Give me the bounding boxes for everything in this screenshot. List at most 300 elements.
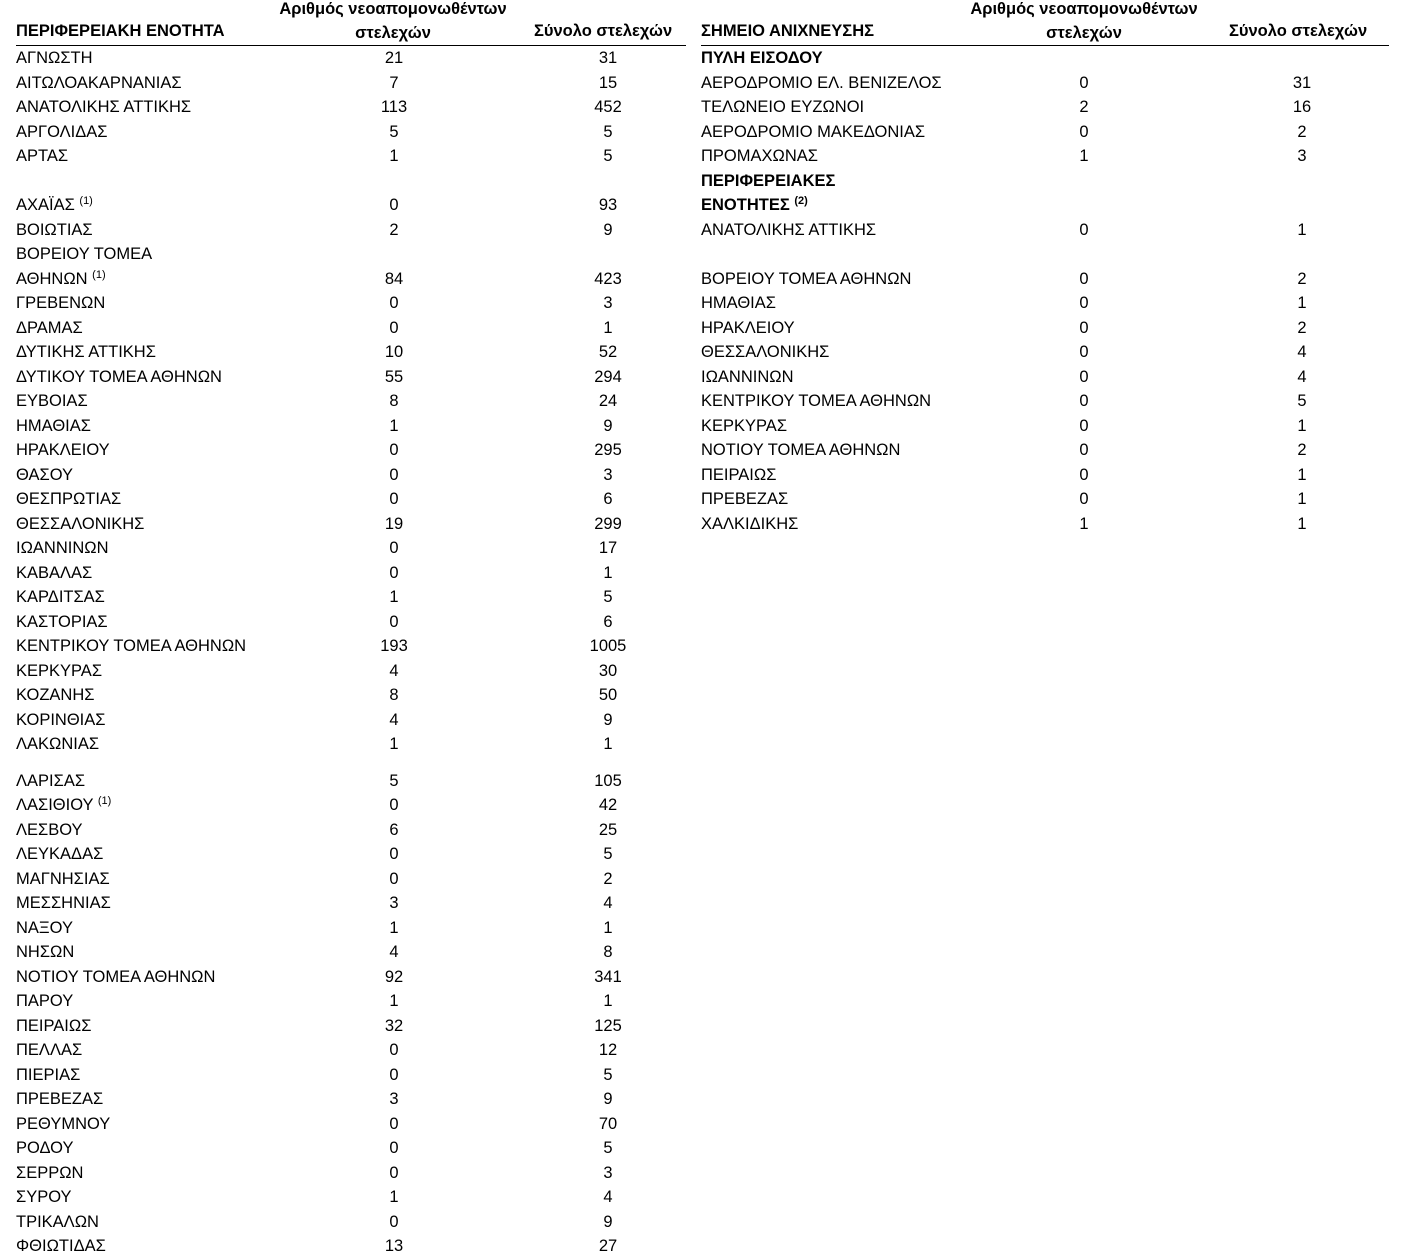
new-strains-cell: 21 [384,49,404,67]
table-row [16,732,686,757]
section-heading-row [701,193,1389,218]
total-strains-cell: 9 [603,1090,613,1108]
row-label-text: ΠΕΙΡΑΙΩΣ [16,1016,92,1035]
total-strains-cell: 1 [603,918,613,937]
row-label-text: ΒΟΙΩΤΙΑΣ [16,220,93,239]
row-label-text: ΕΝΟΤΗΤΕΣ [701,196,790,214]
total-strains-cell: 1 [603,563,613,582]
spacer-row [701,242,1389,267]
row-label [16,965,215,990]
row-label [16,769,85,794]
row-label [16,414,91,439]
total-strains-cell: 125 [594,1016,622,1035]
row-label [701,389,931,414]
row-label-text: ΑΕΡΟΔΡΟΜΙΟ ΕΛ. ΒΕΝΙΖΕΛΟΣ [701,73,942,92]
new-strains-cell: 0 [389,1212,399,1231]
new-strains-cell: 10 [384,343,404,361]
row-label-text: ΠΙΕΡΙΑΣ [16,1065,81,1084]
total-strains-cell: 93 [598,196,618,214]
row-label-text: ΓΡΕΒΕΝΩΝ [16,294,106,312]
table-row [16,561,686,586]
total-strains-cell: 24 [598,392,618,410]
table-row [16,818,686,843]
section-heading-row [701,46,1389,71]
total-strains-cell: 2 [603,869,613,888]
row-label [16,916,73,941]
row-label [701,512,798,537]
row-label-text: ΜΑΓΝΗΣΙΑΣ [16,869,110,888]
row-label [16,438,110,463]
table-row [16,683,686,708]
row-label [16,463,73,488]
row-label-text: ΝΟΤΙΟΥ ΤΟΜΕΑ ΑΘΗΝΩΝ [701,441,901,459]
table-row [16,340,686,365]
total-strains-cell: 3 [603,465,613,484]
table-row [16,1161,686,1186]
new-strains-cell: 0 [1079,392,1089,410]
row-label-text: ΗΡΑΚΛΕΙΟΥ [701,318,795,337]
row-label-text: ΠΡΟΜΑΧΩΝΑΣ [701,147,818,165]
total-strains-cell: 9 [603,710,613,729]
new-strains-cell: 55 [384,367,404,386]
footnote-marker: (1) [92,268,106,281]
new-strains-cell: 0 [1079,343,1089,361]
new-strains-cell: 0 [389,465,399,484]
table-row [16,842,686,867]
table-row [701,267,1389,292]
table-row [701,389,1389,414]
row-label [701,414,787,439]
row-label-text: ΔΡΑΜΑΣ [16,318,83,337]
total-strains-cell: 1 [603,992,613,1010]
row-label [16,891,111,916]
total-strains-cell: 6 [603,490,613,508]
row-label-text: ΚΟΡΙΝΘΙΑΣ [16,710,106,729]
row-label-text: ΠΕΛΛΑΣ [16,1041,83,1059]
new-strains-cell: 1 [389,992,399,1010]
table-row [701,95,1389,120]
total-strains-cell: 341 [594,967,622,986]
table-row [16,46,686,71]
row-label [16,1087,103,1112]
new-strains-cell: 19 [384,514,404,533]
row-label [16,585,105,610]
new-strains-cell: 0 [1079,122,1089,141]
total-strains-cell: 5 [603,1065,613,1084]
total-strains-cell: 1 [1297,294,1307,312]
table-row [701,218,1389,243]
new-strains-cell: 0 [1079,318,1089,337]
row-label [16,218,93,243]
row-label-text: ΚΕΝΤΡΙΚΟΥ ΤΟΜΕΑ ΑΘΗΝΩΝ [16,637,247,655]
total-strains-cell: 52 [598,343,618,361]
row-label [16,512,144,537]
row-label-text: ΑΘΗΝΩΝ [16,269,88,288]
total-strains-cell: 423 [594,269,622,288]
row-label-text: ΘΕΣΣΑΛΟΝΙΚΗΣ [701,343,830,361]
row-label-text: ΣΥΡΟΥ [16,1188,72,1206]
row-label [16,610,108,635]
detection-point-table [701,0,1389,536]
new-strains-cell: 0 [389,869,399,888]
new-strains-cell: 0 [1079,416,1089,435]
new-strains-cell: 4 [389,943,399,961]
row-label [16,365,222,390]
total-strains-cell: 1 [1297,465,1307,484]
region-table [16,0,686,1259]
row-label-text: ΑΕΡΟΔΡΟΜΙΟ ΜΑΚΕΔΟΝΙΑΣ [701,122,926,141]
new-strains-cell: 0 [1079,220,1089,239]
row-label [701,120,925,145]
row-label [16,267,106,292]
total-strains-cell: 4 [603,1188,613,1206]
total-strains-cell: 9 [603,1212,613,1231]
section-heading-row [701,169,1389,194]
row-label-text: ΜΕΣΣΗΝΙΑΣ [16,894,111,912]
row-label [16,46,93,71]
table-row [16,867,686,892]
row-label-text: ΠΕΡΙΦΕΡΕΙΑΚΕΣ [701,171,836,190]
row-label-text: ΕΥΒΟΙΑΣ [16,392,88,410]
row-label-text: ΗΡΑΚΛΕΙΟΥ [16,441,110,459]
new-strains-cell: 113 [380,98,408,116]
table-row [16,659,686,684]
row-label [16,1234,106,1259]
table-row [16,769,686,794]
row-label [16,95,191,120]
new-strains-cell: 0 [389,490,399,508]
table-row [16,1112,686,1137]
row-label [16,867,110,892]
table-row [701,487,1389,512]
row-label-text: ΛΕΣΒΟΥ [16,820,83,839]
row-label [16,561,92,586]
new-strains-cell: 0 [389,612,399,631]
row-label-text: ΑΙΤΩΛΟΑΚΑΡΝΑΝΙΑΣ [16,73,182,92]
row-label-text: ΚΕΝΤΡΙΚΟΥ ΤΟΜΕΑ ΑΘΗΝΩΝ [701,392,932,410]
table-row [701,71,1389,96]
table-row [701,365,1389,390]
table-row [16,965,686,990]
total-strains-cell: 5 [603,845,613,863]
table-row [16,414,686,439]
table-row [16,291,686,316]
row-label [701,71,942,96]
new-strains-cell: 4 [389,710,399,729]
new-strains-cell: 0 [389,1139,399,1157]
total-strains-cell: 16 [1292,98,1312,116]
new-strains-cell: 3 [389,894,399,912]
row-label [701,46,823,71]
total-strains-cell: 70 [598,1114,618,1133]
new-strains-cell: 0 [389,1114,399,1133]
total-strains-cell: 2 [1297,269,1307,288]
new-strains-cell: 8 [389,392,399,410]
row-label [701,316,795,341]
new-strains-cell: 1 [389,147,399,165]
new-strains-cell: 2 [1079,98,1089,116]
table-row [16,989,686,1014]
table-row [701,463,1389,488]
row-label [701,144,818,169]
new-strains-header-line2: στελεχών [355,24,431,42]
table-row [16,536,686,561]
total-strains-cell: 4 [1297,367,1307,386]
row-label [701,218,876,243]
total-strains-cell: 1 [1297,514,1307,533]
table-row [16,891,686,916]
new-strains-cell: 5 [389,771,399,790]
row-label [16,1038,82,1063]
row-label-text: ΗΜΑΘΙΑΣ [16,416,91,435]
table-row [16,120,686,145]
total-strains-cell: 1005 [589,637,627,655]
row-label-text: ΦΘΙΩΤΙΔΑΣ [16,1237,106,1255]
row-label-text: ΙΩΑΝΝΙΝΩΝ [16,539,109,557]
table-row [701,144,1389,169]
table-row [16,1185,686,1210]
total-strains-cell: 9 [603,416,613,435]
total-strains-cell: 105 [594,771,622,790]
total-strains-cell: 8 [603,943,613,961]
row-label-text: ΑΝΑΤΟΛΙΚΗΣ ΑΤΤΙΚΗΣ [701,220,877,239]
table-row [701,340,1389,365]
row-label [16,940,74,965]
new-strains-cell: 0 [389,539,399,557]
row-label-text: ΤΡΙΚΑΛΩΝ [16,1212,99,1231]
table-row [16,365,686,390]
row-label-text: ΠΥΛΗ ΕΙΣΟΔΟΥ [701,49,823,67]
total-strains-cell: 1 [1297,220,1307,239]
row-label [16,193,93,218]
detection-table-header [701,0,1389,46]
total-strains-cell: 6 [603,612,613,631]
row-label-text: ΑΝΑΤΟΛΙΚΗΣ ΑΤΤΙΚΗΣ [16,98,192,116]
row-label-text: ΙΩΑΝΝΙΝΩΝ [701,367,794,386]
row-label [701,487,788,512]
table-row [16,71,686,96]
row-label [16,793,111,818]
row-label [701,291,776,316]
table-row [701,120,1389,145]
total-strains-cell: 299 [594,514,622,533]
total-strains-cell: 9 [603,220,613,239]
row-label-text: ΑΓΝΩΣΤΗ [16,49,93,67]
spacer-row [16,757,686,769]
new-strains-cell: 7 [389,73,399,92]
new-strains-cell: 1 [389,918,399,937]
total-strains-column-header: Σύνολο στελεχών [1229,22,1368,40]
table-row [16,708,686,733]
row-label [701,438,900,463]
new-strains-cell: 0 [1079,465,1089,484]
row-label [16,120,107,145]
new-strains-column-header [939,0,1229,45]
table-row [16,95,686,120]
footnote-marker: (2) [794,195,808,207]
new-strains-cell: 1 [1079,514,1089,533]
new-strains-cell: 0 [389,318,399,337]
row-label [16,71,182,96]
new-strains-cell: 0 [389,563,399,582]
row-label-text: ΑΡΤΑΣ [16,147,69,165]
row-label-text: ΛΑΡΙΣΑΣ [16,771,86,790]
table-row [701,316,1389,341]
table-row [16,1014,686,1039]
new-strains-cell: 0 [389,1163,399,1182]
row-label [16,1161,83,1186]
table-row [16,438,686,463]
region-column-header: ΠΕΡΙΦΕΡΕΙΑΚΗ ΕΝΟΤΗΤΑ [16,22,225,40]
row-label [701,365,794,390]
new-strains-cell: 0 [389,845,399,863]
new-strains-cell: 1 [1079,147,1089,165]
total-strains-cell: 30 [598,661,618,680]
row-label-text: ΘΕΣΣΑΛΟΝΙΚΗΣ [16,514,145,533]
total-strains-cell: 1 [603,735,613,753]
table-row [16,793,686,818]
total-strains-cell: 5 [603,122,613,141]
table-row [16,218,686,243]
total-strains-cell: 4 [603,894,613,912]
total-strains-cell: 4 [1297,343,1307,361]
table-row [16,1063,686,1088]
footnote-marker: (1) [97,795,112,807]
total-strains-cell: 17 [598,539,618,557]
new-strains-cell: 0 [389,1065,399,1084]
new-strains-cell: 0 [1079,490,1089,508]
row-label [16,1185,72,1210]
new-strains-cell: 1 [389,416,399,435]
table-row [16,1038,686,1063]
new-strains-cell: 1 [389,735,399,753]
total-strains-cell: 1 [1297,416,1307,435]
row-label-text: ΛΕΥΚΑΔΑΣ [16,845,104,863]
new-strains-cell: 0 [389,796,399,814]
total-strains-cell: 3 [603,1163,613,1182]
row-label [701,95,864,120]
row-label-text: ΝΟΤΙΟΥ ΤΟΜΕΑ ΑΘΗΝΩΝ [16,967,216,986]
row-label [16,144,68,169]
table-row [16,389,686,414]
new-strains-header-line1: Αριθμός νεοαπομονωθέντων [970,0,1198,18]
row-label [16,1014,91,1039]
row-label-text: ΔΥΤΙΚΟΥ ΤΟΜΕΑ ΑΘΗΝΩΝ [16,367,222,386]
new-strains-cell: 0 [389,196,399,214]
new-strains-cell: 5 [389,122,399,141]
row-label [16,1112,110,1137]
row-label [16,389,88,414]
total-strains-cell: 295 [594,441,622,459]
row-label-text: ΝΗΣΩΝ [16,943,75,961]
table-row [16,463,686,488]
row-label-text: ΘΑΣΟΥ [16,465,74,484]
total-strains-cell: 31 [598,49,618,67]
total-strains-cell: 50 [598,686,618,704]
total-strains-cell: 5 [603,588,613,606]
row-label-text: ΘΕΣΠΡΩΤΙΑΣ [16,490,122,508]
row-label [16,659,102,684]
row-label-text: ΝΑΞΟΥ [16,918,73,937]
new-strains-cell: 32 [384,1016,404,1035]
table-row [701,414,1389,439]
new-strains-cell: 0 [389,294,399,312]
total-strains-cell: 452 [594,98,622,116]
new-strains-cell: 4 [389,661,399,680]
table-row [16,316,686,341]
row-label [16,1210,99,1235]
row-label [16,683,94,708]
region-table-header [16,0,686,46]
detection-table-body [701,46,1389,536]
row-label [16,708,105,733]
new-strains-cell: 6 [389,820,399,839]
row-label-text: ΒΟΡΕΙΟΥ ΤΟΜΕΑ ΑΘΗΝΩΝ [701,269,912,288]
new-strains-cell: 0 [389,1041,399,1059]
footnote-marker: (1) [79,195,93,207]
row-label-text: ΛΑΣΙΘΙΟΥ [16,796,94,814]
new-strains-cell: 193 [380,637,408,655]
row-label [16,487,121,512]
row-label [16,1063,80,1088]
total-strains-cell: 1 [603,318,613,337]
table-row [16,610,686,635]
total-strains-cell: 3 [1297,147,1307,165]
row-label-text: ΣΕΡΡΩΝ [16,1163,84,1182]
total-strains-cell: 27 [598,1237,618,1255]
row-label-text: ΚΑΡΔΙΤΣΑΣ [16,588,105,606]
table-row [701,291,1389,316]
table-row [16,193,686,218]
total-strains-cell: 5 [1297,392,1307,410]
new-strains-cell: 1 [389,1188,399,1206]
row-label [701,340,829,365]
new-strains-cell: 0 [1079,73,1089,92]
table-row [16,144,686,169]
new-strains-cell: 0 [1079,294,1089,312]
row-label [16,818,83,843]
row-label-text: ΠΡΕΒΕΖΑΣ [701,490,789,508]
new-strains-cell: 92 [384,967,404,986]
table-row [16,1210,686,1235]
total-strains-cell: 25 [598,820,618,839]
row-label [16,316,83,341]
table-row [16,1087,686,1112]
row-label-text: ΚΑΣΤΟΡΙΑΣ [16,612,108,631]
row-label-text: ΛΑΚΩΝΙΑΣ [16,735,100,753]
row-label-text: ΔΥΤΙΚΗΣ ΑΤΤΙΚΗΣ [16,343,156,361]
total-strains-cell: 42 [598,796,618,814]
new-strains-cell: 13 [384,1237,404,1255]
total-strains-cell: 31 [1292,73,1312,92]
new-strains-header-line1: Αριθμός νεοαπομονωθέντων [279,0,507,18]
total-strains-cell: 2 [1297,441,1307,459]
region-table-body [16,46,686,1259]
row-label [701,169,835,194]
table-row [16,487,686,512]
row-label-text: ΒΟΡΕΙΟΥ ΤΟΜΕΑ [16,245,153,263]
total-strains-cell: 2 [1297,318,1307,337]
new-strains-cell: 0 [1079,441,1089,459]
row-label [701,267,911,292]
total-strains-cell: 15 [598,73,618,92]
total-strains-cell: 1 [1297,490,1307,508]
row-label-text: ΠΕΙΡΑΙΩΣ [701,465,777,484]
total-strains-cell: 12 [598,1041,618,1059]
row-label [16,242,152,267]
table-row [16,1136,686,1161]
new-strains-cell: 0 [1079,367,1089,386]
